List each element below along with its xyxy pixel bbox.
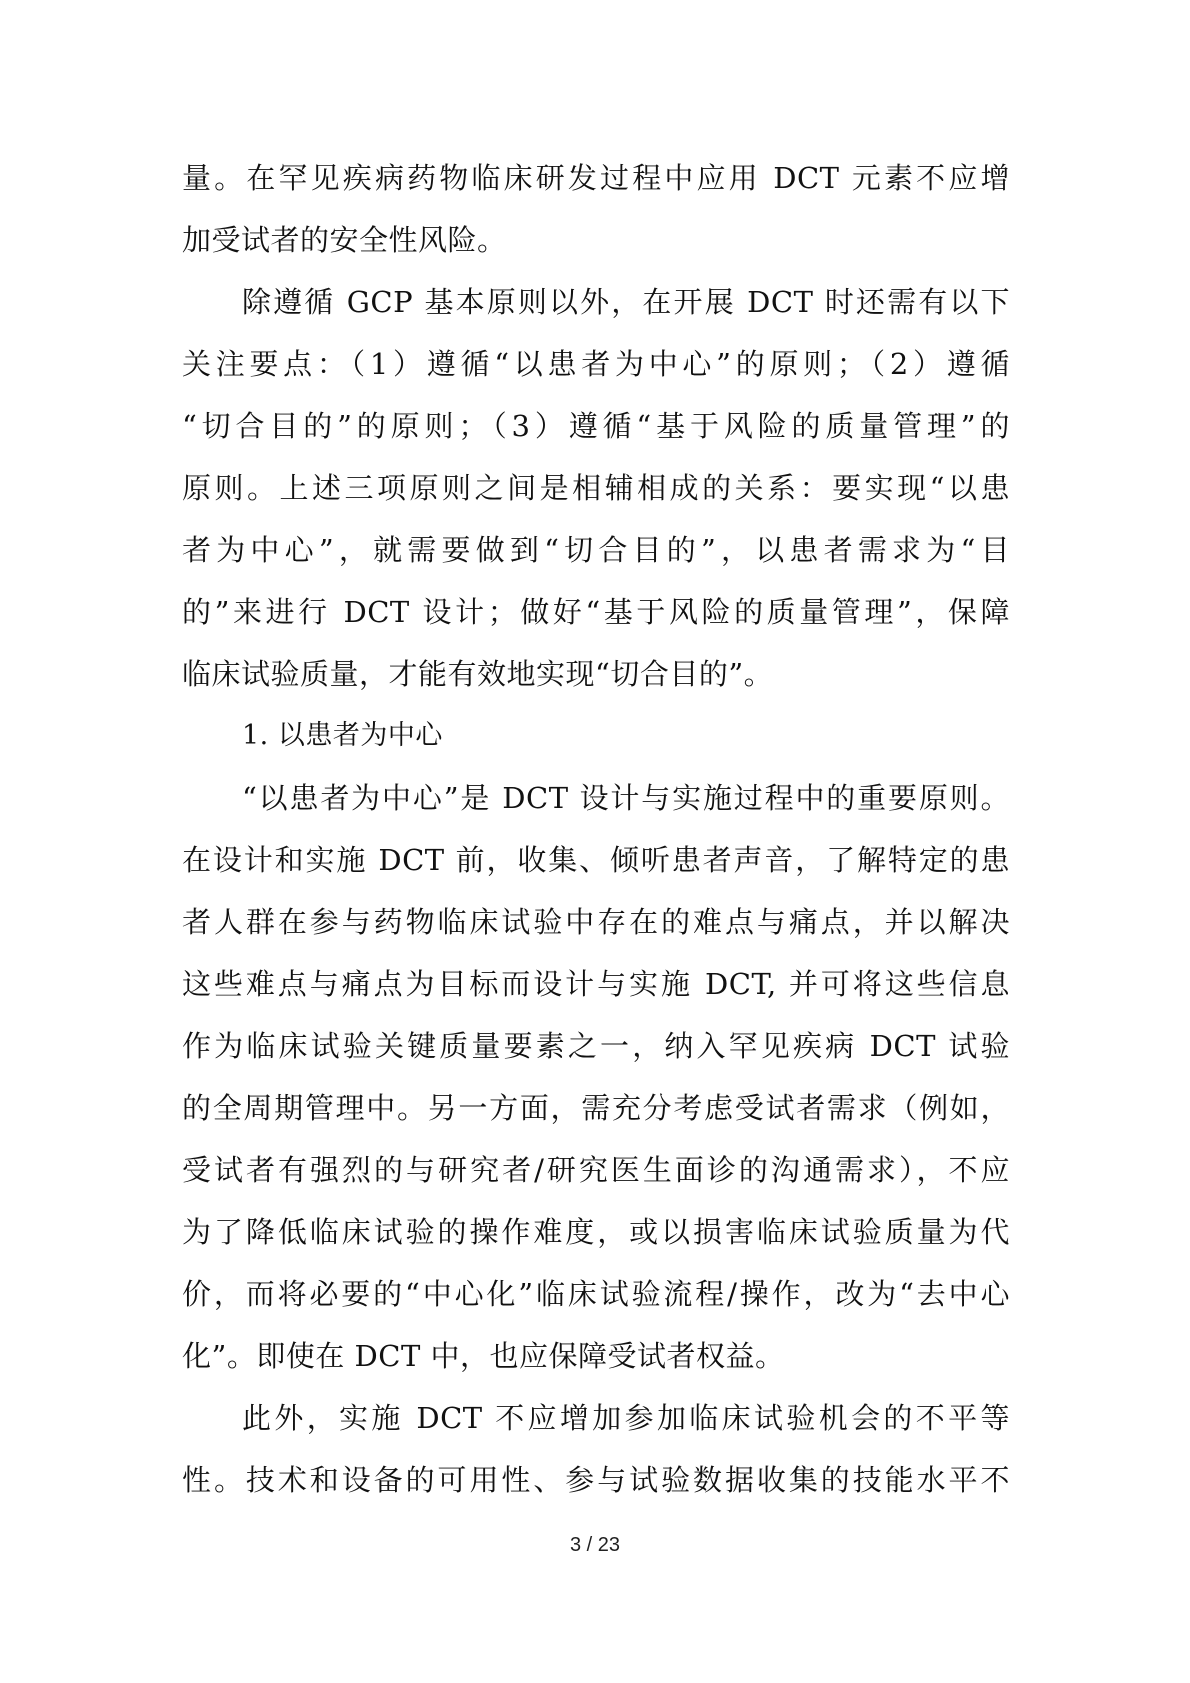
paragraph-line: 者为中心”，就需要做到“切合目的”，以患者需求为“目 — [182, 533, 1010, 567]
paragraph-line: 原则。上述三项原则之间是相辅相成的关系：要实现“以患 — [182, 471, 1010, 505]
paragraph-line: 加受试者的安全性风险。 — [182, 223, 507, 257]
paragraph-line: 此外，实施 DCT 不应增加参加临床试验机会的不平等 — [242, 1401, 1010, 1435]
paragraph-line: 者人群在参与药物临床试验中存在的难点与痛点，并以解决 — [182, 905, 1010, 939]
paragraph-line: 作为临床试验关键质量要素之一，纳入罕见疾病 DCT 试验 — [182, 1029, 1010, 1063]
paragraph-line: 的全周期管理中。另一方面，需充分考虑受试者需求（例如， — [182, 1091, 1010, 1125]
section-heading: 1. 以患者为中心 — [242, 720, 443, 751]
paragraph-line: “切合目的”的原则；（3）遵循“基于风险的质量管理”的 — [182, 409, 1010, 443]
paragraph-line: 化”。即使在 DCT 中，也应保障受试者权益。 — [182, 1339, 785, 1373]
paragraph-line: 除遵循 GCP 基本原则以外，在开展 DCT 时还需有以下 — [242, 285, 1010, 319]
paragraph-line: 关注要点：（1）遵循“以患者为中心”的原则；（2）遵循 — [182, 347, 1010, 381]
paragraph-line: 价，而将必要的“中心化”临床试验流程/操作，改为“去中心 — [182, 1277, 1010, 1311]
paragraph-line: 为了降低临床试验的操作难度，或以损害临床试验质量为代 — [182, 1215, 1010, 1249]
paragraph-line: 这些难点与痛点为目标而设计与实施 DCT, 并可将这些信息 — [182, 967, 1010, 1001]
paragraph-line: 受试者有强烈的与研究者/研究医生面诊的沟通需求），不应 — [182, 1153, 1010, 1187]
document-body — [182, 147, 1010, 1511]
page-number: 3 / 23 — [569, 1534, 621, 1556]
paragraph-line: 在设计和实施 DCT 前，收集、倾听患者声音，了解特定的患 — [182, 843, 1010, 877]
paragraph-line: 性。技术和设备的可用性、参与试验数据收集的技能水平不 — [182, 1463, 1010, 1497]
paragraph-line: 量。在罕见疾病药物临床研发过程中应用 DCT 元素不应增 — [182, 161, 1010, 195]
paragraph-line: 临床试验质量，才能有效地实现“切合目的”。 — [182, 657, 774, 691]
paragraph-line: 的”来进行 DCT 设计；做好“基于风险的质量管理”，保障 — [182, 595, 1010, 629]
paragraph-line: “以患者为中心”是 DCT 设计与实施过程中的重要原则。 — [242, 781, 1010, 815]
